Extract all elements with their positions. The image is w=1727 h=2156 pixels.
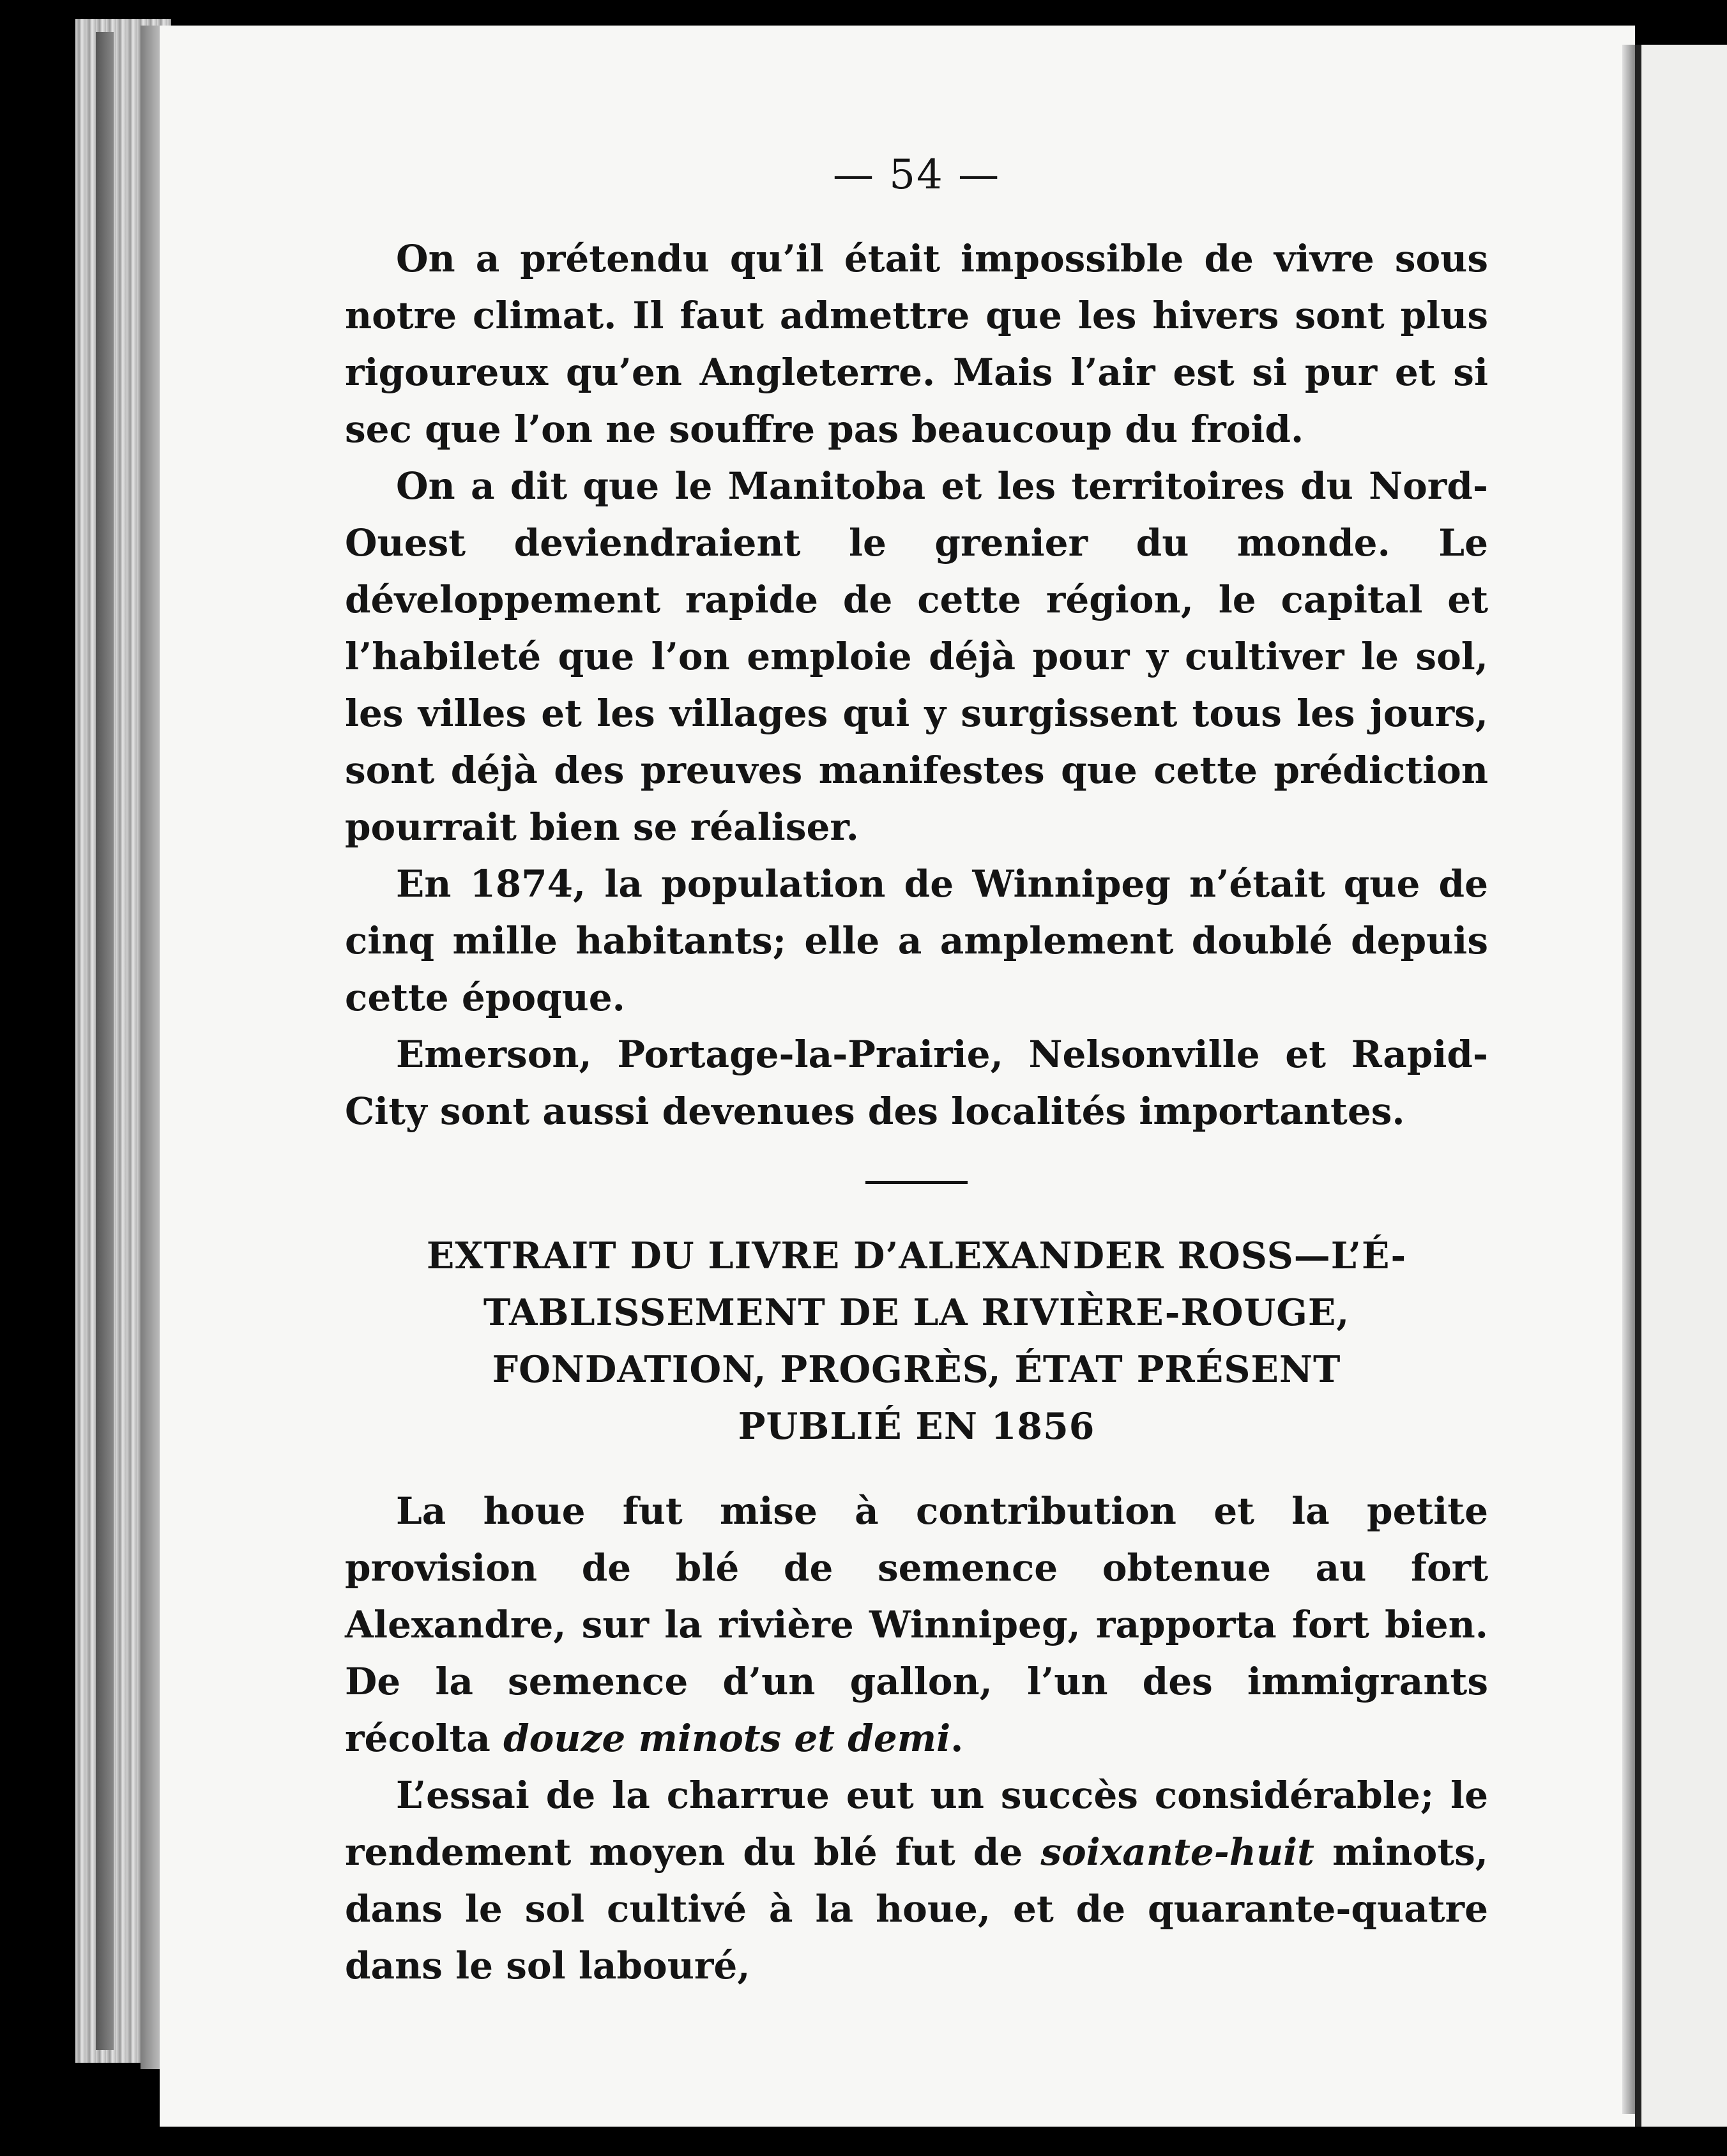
section-title-line-3: FONDATION, PROGRÈS, ÉTAT PRÉSENT <box>492 1348 1341 1391</box>
section-title-line-2: TABLISSEMENT DE LA RIVIÈRE-ROUGE, <box>483 1291 1350 1334</box>
book-edge-shadow <box>96 32 114 2050</box>
paragraph-winnipeg-population: En 1874, la population de Winnipeg n’était que de cinq mille habitants; elle a amplement doublé depuis cette époque. <box>345 862 1488 1019</box>
paragraph-hoe-text: La houe fut mise à contribution et la petite provision de blé de semence obtenue au fort Alexandre, sur la rivière Winnipeg, rapporta fort bien. De la semence d’un gallon, l’un des immigrants récolta <box>345 1489 1488 1760</box>
page-number: — 54 — <box>832 151 1001 199</box>
facing-page-edge <box>1635 45 1727 2127</box>
paragraph-hoe-harvest <box>345 1483 1488 1767</box>
paragraph-plough-yield <box>345 1767 1488 1994</box>
paragraph-hoe-end: . <box>950 1717 964 1760</box>
page-text-block <box>345 147 1488 1994</box>
paragraph-plough-end: minots, dans le sol cultivé à la houe, et de quarante-quatre dans le sol labouré, <box>345 1830 1488 1987</box>
paragraph-climate: On a prétendu qu’il était impossible de vivre sous notre climat. Il faut admettre que les hivers sont plus rigoureux qu’en Angleterre. Mais l’air est si pur et si sec que l’on ne souffre pas beaucoup du froid. <box>345 237 1488 451</box>
paragraph-plough-text: L’essai de la charrue eut un succès considérable; le rendement moyen du blé fut de <box>345 1773 1488 1874</box>
paragraph-manitoba: On a dit que le Manitoba et les territoires du Nord-Ouest deviendraient le grenier du monde. Le développement rapide de cette région, le capital et l’habileté que l’on emploie déjà pour y cultiver le sol, les villes et les villages qui y surgissent tous les jours, sont déjà des preuves manifestes que cette prédiction pourrait bien se réaliser. <box>345 464 1488 849</box>
paragraph-plough-emphasis: soixante-huit <box>1040 1830 1314 1874</box>
section-title-line-1: EXTRAIT DU LIVRE D’ALEXANDER ROSS—L’É- <box>426 1234 1407 1277</box>
section-title <box>345 1227 1488 1455</box>
section-divider-rule <box>865 1181 968 1184</box>
paragraph-localities: Emerson, Portage-la-Prairie, Nelsonville et Rapid-City sont aussi devenues des localités importantes. <box>345 1033 1488 1133</box>
section-title-line-4: PUBLIÉ EN 1856 <box>738 1405 1095 1448</box>
facing-page-border <box>1635 45 1641 2127</box>
paragraph-hoe-emphasis: douze minots et demi <box>503 1717 951 1760</box>
